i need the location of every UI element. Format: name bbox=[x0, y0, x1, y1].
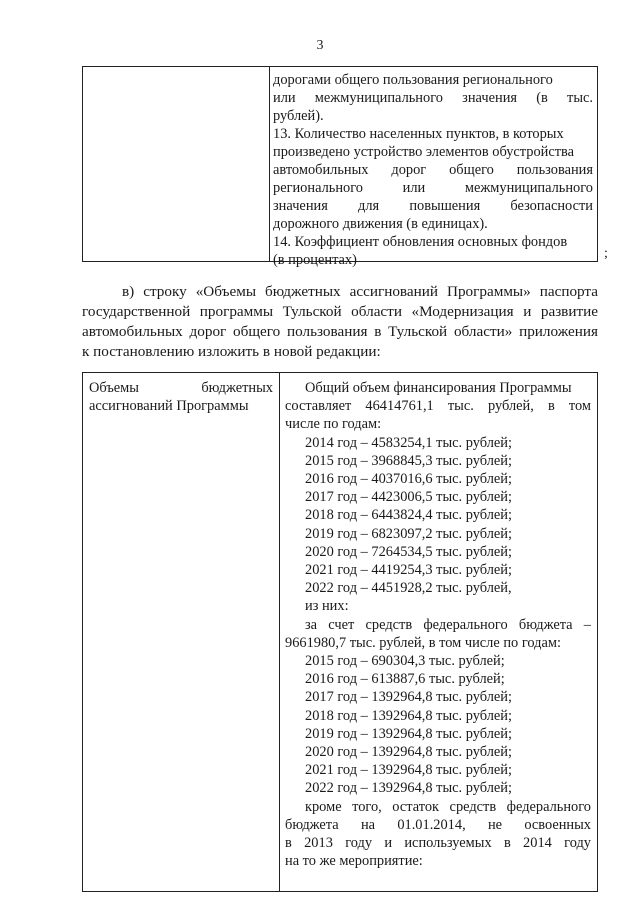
total-year-line: 2016 год – 4037016,6 тыс. рублей; bbox=[305, 471, 512, 488]
trailing-semicolon: ; bbox=[604, 246, 608, 261]
funding-details-cell bbox=[285, 379, 591, 870]
paragraph-line: государственной программы Тульской области «Модернизация и развитие bbox=[82, 303, 598, 320]
federal-year-line: 2015 год – 690304,3 тыс. рублей; bbox=[305, 653, 505, 670]
remainder-line: в 2013 году и используемых в 2014 году bbox=[285, 835, 591, 852]
total-year-line: 2019 год – 6823097,2 тыс. рублей; bbox=[305, 525, 512, 542]
indicator-line: дорогами общего пользования регионального bbox=[273, 72, 553, 88]
indicator-line: 14. Коэффициент обновления основных фондов bbox=[273, 234, 568, 250]
amendment-paragraph bbox=[82, 282, 598, 362]
indicator-line: 13. Количество населенных пунктов, в которых bbox=[273, 126, 564, 142]
federal-intro-line: 9661980,7 тыс. рублей, в том числе по годам: bbox=[285, 634, 561, 651]
federal-year-line: 2022 год – 1392964,8 тыс. рублей; bbox=[305, 780, 512, 797]
federal-intro-line: за счет средств федерального бюджета – bbox=[305, 616, 591, 633]
funding-intro-line: Общий объем финансирования Программы bbox=[305, 380, 572, 396]
paragraph-line: к постановлению изложить в новой редакции: bbox=[82, 343, 381, 360]
federal-year-line: 2017 год – 1392964,8 тыс. рублей; bbox=[305, 689, 512, 706]
federal-year-line: 2020 год – 1392964,8 тыс. рублей; bbox=[305, 744, 512, 761]
remainder-line: бюджета на 01.01.2014, не освоенных bbox=[285, 816, 591, 833]
continued-indicators-table bbox=[82, 66, 598, 268]
indicators-cell bbox=[273, 71, 593, 269]
total-year-line: 2014 год – 4583254,1 тыс. рублей; bbox=[305, 434, 512, 451]
federal-year-line: 2019 год – 1392964,8 тыс. рублей; bbox=[305, 725, 512, 742]
row-header-word: бюджетных bbox=[201, 380, 273, 396]
indicator-line: рублей). bbox=[273, 108, 324, 124]
total-year-line: 2020 год – 7264534,5 тыс. рублей; bbox=[305, 543, 512, 560]
total-year-line: 2017 год – 4423006,5 тыс. рублей; bbox=[305, 489, 512, 506]
total-year-line: 2015 год – 3968845,3 тыс. рублей; bbox=[305, 452, 512, 469]
page-number: 3 bbox=[316, 38, 324, 53]
column-divider bbox=[269, 67, 270, 261]
indicator-line: (в процентах) bbox=[273, 252, 357, 268]
of-them-line: из них: bbox=[305, 598, 349, 615]
row-header-cell bbox=[89, 379, 273, 415]
remainder-line: на то же мероприятие: bbox=[285, 853, 423, 870]
column-divider bbox=[279, 373, 280, 891]
paragraph-line: автомобильных дорог общего пользования в Тульской области» приложения bbox=[82, 323, 598, 340]
funding-intro-line: составляет 46414761,1 тыс. рублей, в том bbox=[285, 398, 591, 415]
indicator-line: дорожного движения (в единицах). bbox=[273, 216, 488, 232]
indicator-line: значения для повышения безопасности bbox=[273, 198, 593, 214]
federal-year-line: 2021 год – 1392964,8 тыс. рублей; bbox=[305, 762, 512, 779]
total-year-line: 2021 год – 4419254,3 тыс. рублей; bbox=[305, 562, 512, 579]
indicator-line: или межмуниципального значения (в тыс. bbox=[273, 90, 593, 106]
funding-intro-line: числе по годам: bbox=[285, 416, 382, 433]
federal-year-line: 2018 год – 1392964,8 тыс. рублей; bbox=[305, 707, 512, 724]
indicator-line: автомобильных дорог общего пользования bbox=[273, 162, 593, 178]
indicator-line: произведено устройство элементов обустройства bbox=[273, 144, 575, 160]
row-header-word: Объемы bbox=[89, 380, 139, 396]
total-year-line: 2022 год – 4451928,2 тыс. рублей, bbox=[305, 580, 512, 597]
remainder-line: кроме того, остаток средств федерального bbox=[305, 798, 591, 815]
budget-allocations-table bbox=[82, 372, 598, 892]
total-year-line: 2018 год – 6443824,4 тыс. рублей; bbox=[305, 507, 512, 524]
indicator-line: регионального или межмуниципального bbox=[273, 180, 593, 196]
row-header-line: ассигнований Программы bbox=[89, 398, 249, 414]
paragraph-line: в) строку «Объемы бюджетных ассигнований Программы» паспорта bbox=[122, 283, 598, 300]
federal-year-line: 2016 год – 613887,6 тыс. рублей; bbox=[305, 671, 505, 688]
